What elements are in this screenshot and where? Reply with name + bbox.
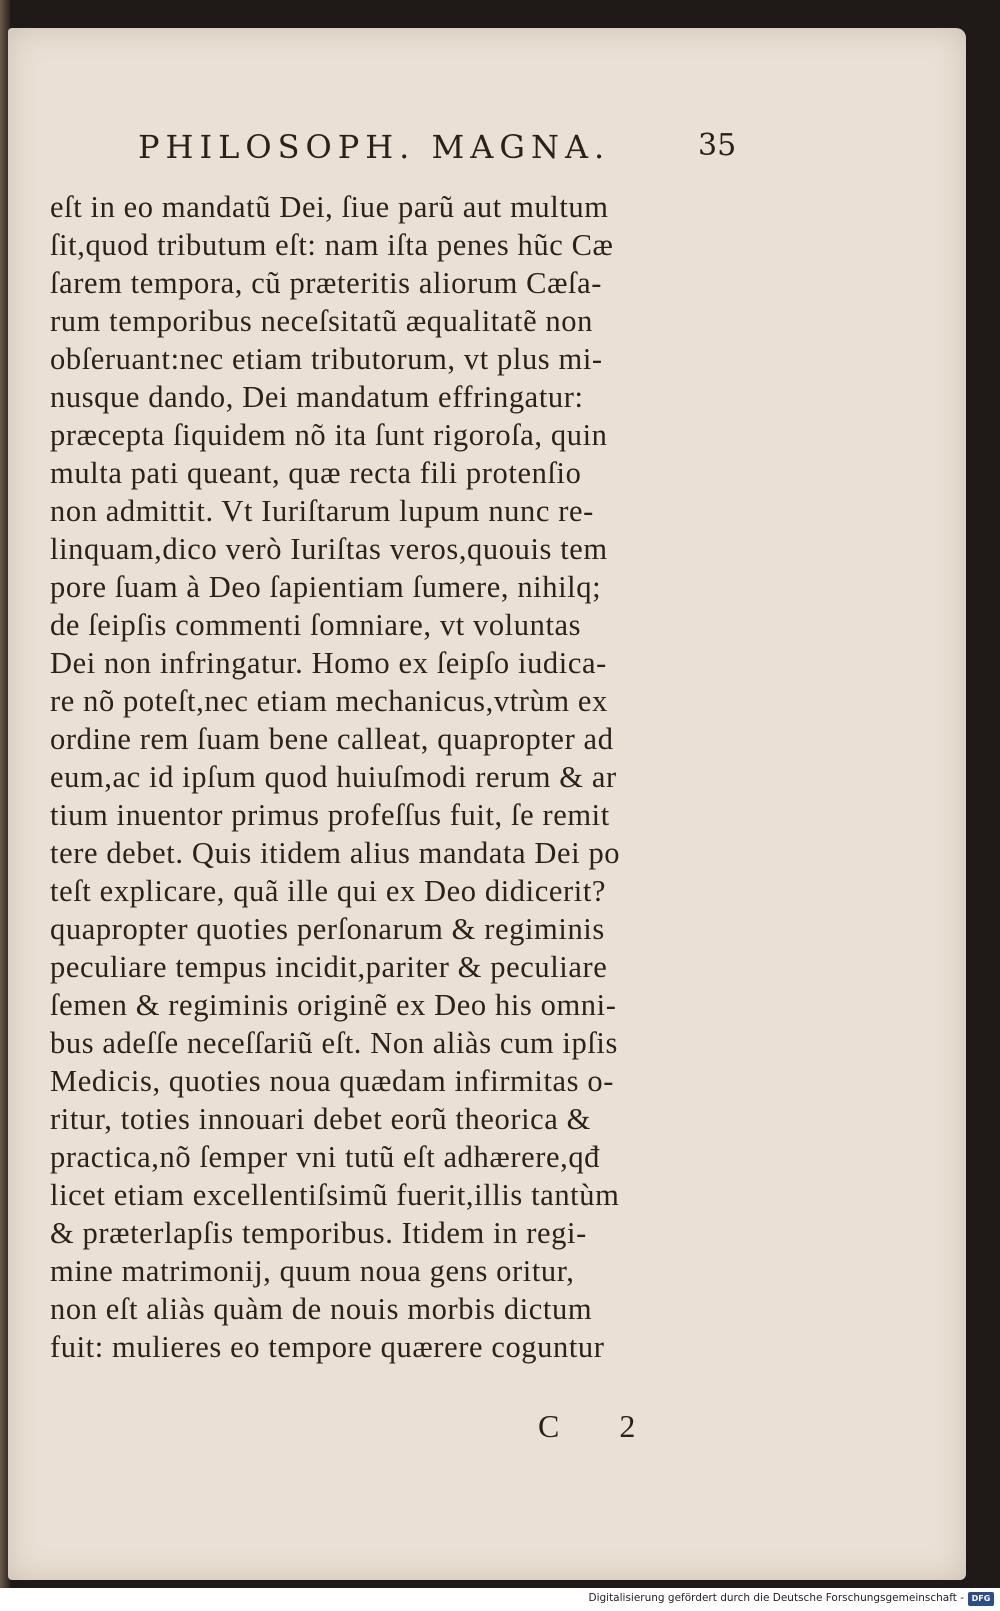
- text-line: Medicis, quoties noua quædam infirmitas o-: [50, 1064, 614, 1098]
- text-line: non admittit. Vt Iuriſtarum lupum nunc re-: [50, 494, 594, 528]
- text-line: multa pati queant, quæ recta fili protenſio: [50, 456, 582, 490]
- text-line: ſemen & regiminis originẽ ex Deo his omni-: [50, 988, 617, 1022]
- text-line: quapropter quoties perſonarum & regiminis: [50, 912, 605, 946]
- text-line: linquam,dico verò Iuriſtas veros,quouis tem: [50, 532, 608, 566]
- text-line: peculiare tempus incidit,pariter & peculiare: [50, 950, 608, 984]
- text-line: & præterlapſis temporibus. Itidem in regi-: [50, 1216, 587, 1250]
- footer-bar: [0, 1588, 1000, 1611]
- text-line: pore ſuam à Deo ſapientiam ſumere, nihilq;: [50, 570, 602, 604]
- text-line: rum temporibus neceſsitatũ æqualitatẽ non: [50, 304, 593, 338]
- body-text: [50, 188, 740, 1366]
- text-line: teſt explicare, quã ille qui ex Deo didicerit?: [50, 874, 607, 908]
- text-line: eum,ac id ipſum quod huiuſmodi rerum & ar: [50, 760, 617, 794]
- book-page: [8, 28, 966, 1580]
- text-line: eſt in eo mandatũ Dei, ſiue parũ aut multum: [50, 190, 609, 224]
- text-line: non eſt aliàs quàm de nouis morbis dictum: [50, 1292, 593, 1326]
- text-line: mine matrimonij, quum noua gens oritur,: [50, 1254, 575, 1288]
- text-line: ritur, toties innouari debet eorũ theorica &: [50, 1102, 591, 1136]
- text-line: Dei non infringatur. Homo ex ſeipſo iudica-: [50, 646, 607, 680]
- text-line: tium inuentor primus profeſſus fuit, ſe remit: [50, 798, 610, 832]
- text-line: bus adeſſe neceſſariũ eſt. Non aliàs cum ipſis: [50, 1026, 618, 1060]
- text-line: practica,nõ ſemper vni tutũ eſt adhærere,qđ: [50, 1140, 601, 1174]
- text-line: fuit: mulieres eo tempore quærere coguntur: [50, 1330, 605, 1364]
- running-title: PHILOSOPH. MAGNA.: [138, 128, 611, 166]
- text-line: ſarem tempora, cũ præteritis aliorum Cæſa-: [50, 266, 603, 300]
- dfg-logo-icon: DFG: [968, 1592, 994, 1606]
- text-line: tere debet. Quis itidem alius mandata Dei po: [50, 836, 621, 870]
- text-line: re nõ poteſt,nec etiam mechanicus,vtrùm ex: [50, 684, 608, 718]
- text-line: ordine rem ſuam bene calleat, quapropter ad: [50, 722, 614, 756]
- funding-credit: Digitalisierung gefördert durch die Deutsche Forschungsgemeinschaft -: [588, 1592, 964, 1604]
- page-header: [138, 98, 758, 168]
- text-line: nusque dando, Dei mandatum effringatur:: [50, 380, 584, 414]
- text-line: ſit,quod tributum eſt: nam iſta penes hũc Cæ: [50, 228, 614, 262]
- text-line: licet etiam excellentiſsimũ fuerit,illis tantùm: [50, 1178, 620, 1212]
- text-line: de ſeipſis commenti ſomniare, vt voluntas: [50, 608, 582, 642]
- signature-mark: C 2: [538, 1408, 662, 1444]
- page-number: 35: [698, 128, 737, 163]
- text-line: præcepta ſiquidem nõ ita ſunt rigoroſa, quin: [50, 418, 608, 452]
- text-line: obſeruant:nec etiam tributorum, vt plus mi-: [50, 342, 603, 376]
